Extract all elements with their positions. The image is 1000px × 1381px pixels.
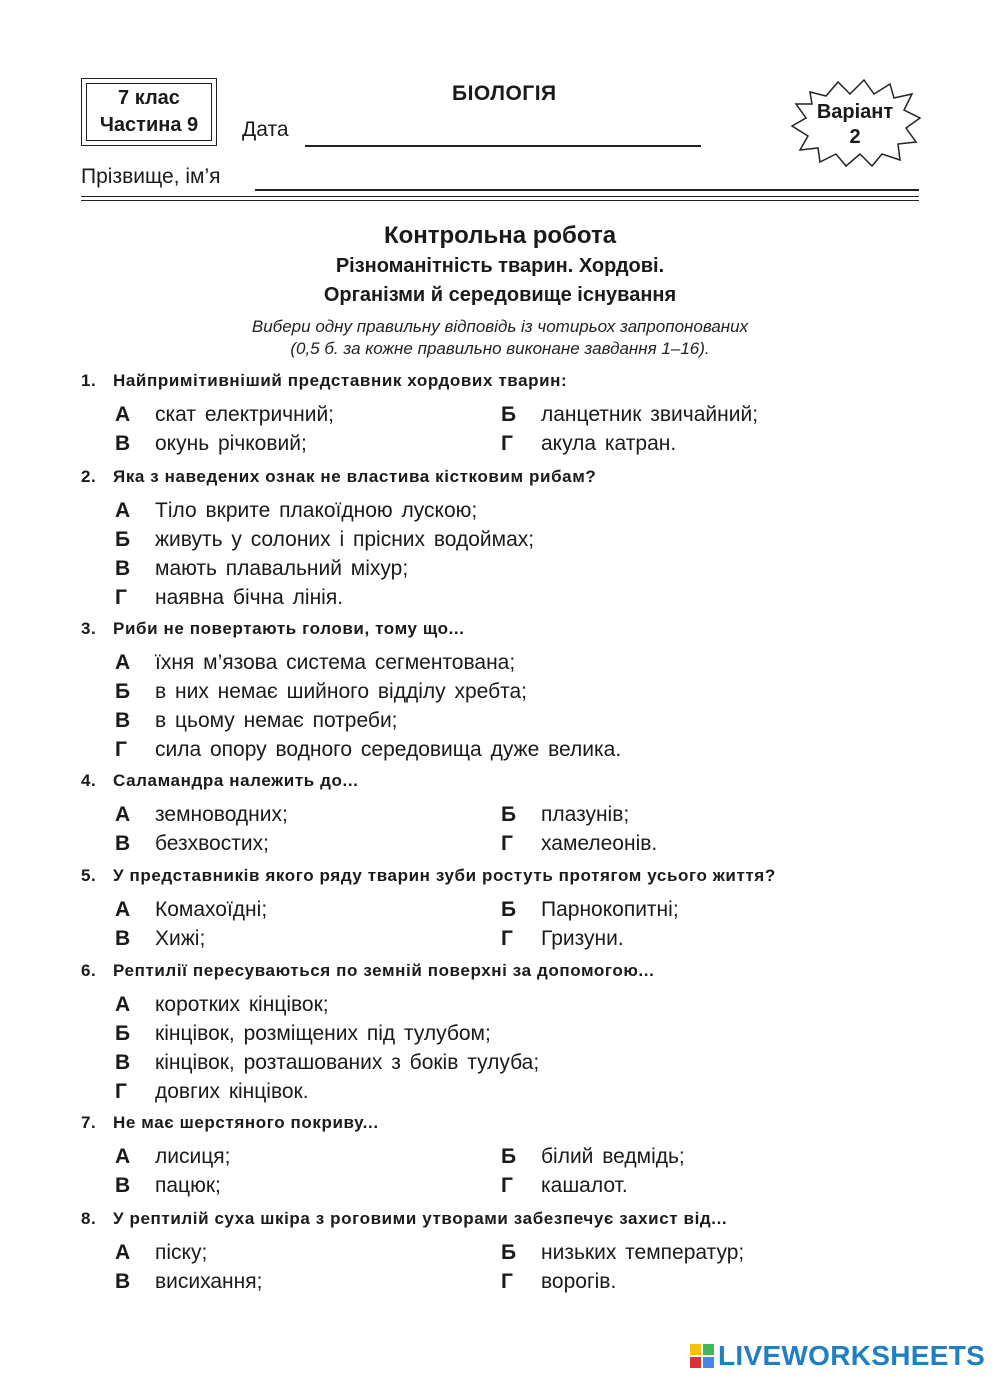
option-text: Гризуни.	[541, 927, 624, 950]
divider	[81, 196, 919, 197]
date-label: Дата	[242, 118, 289, 141]
answer-option[interactable]	[115, 400, 334, 429]
option-text: кінцівок, розташованих з боків тулуба;	[155, 1051, 540, 1074]
option-text: Комахоїдні;	[155, 898, 268, 921]
option-text: кашалот.	[541, 1174, 628, 1197]
variant-label: Варіант	[816, 101, 894, 123]
question-number: 2.	[81, 467, 97, 486]
option-text: хамелеонів.	[541, 832, 658, 855]
option-letter: Г	[115, 1080, 127, 1103]
question-prompt: У представників якого ряду тварин зуби ростуть протягом усього життя?	[113, 866, 776, 885]
question-1	[81, 370, 941, 455]
question-number: 4.	[81, 771, 97, 790]
option-text: мають плавальний міхур;	[155, 557, 409, 580]
question-prompt: Рептилії пересуваються по земній поверхні за допомогою...	[113, 961, 655, 980]
option-text: окунь річковий;	[155, 432, 307, 455]
option-text: акула катран.	[541, 432, 677, 455]
answer-option[interactable]	[501, 400, 758, 429]
question-prompt: У рептилій суха шкіра з роговими утворами забезпечує захист від...	[113, 1209, 728, 1228]
question-prompt: Яка з наведених ознак не властива кістковим рибам?	[113, 467, 597, 486]
question-text	[81, 618, 941, 648]
option-letter: Б	[501, 803, 517, 826]
question-prompt: Саламандра належить до...	[113, 771, 359, 790]
date-field[interactable]	[305, 145, 701, 147]
question-number: 7.	[81, 1113, 97, 1132]
option-letter: Б	[501, 1145, 517, 1168]
question-number: 5.	[81, 866, 97, 885]
option-text: в них немає шийного відділу хребта;	[155, 680, 528, 703]
class-grade: 7 клас	[118, 87, 180, 109]
question-number: 6.	[81, 961, 97, 980]
option-letter: А	[115, 499, 131, 522]
name-field[interactable]	[255, 189, 919, 191]
question-7	[81, 1112, 941, 1197]
name-label: Прізвище, ім’я	[81, 165, 221, 188]
logo-text: LIVEWORKSHEETS	[718, 1340, 986, 1371]
answer-option[interactable]	[501, 1142, 685, 1171]
answer-option[interactable]	[501, 1171, 628, 1200]
option-text: низьких температур;	[541, 1241, 745, 1264]
question-5	[81, 865, 941, 950]
question-4	[81, 770, 941, 855]
answer-option[interactable]	[115, 829, 269, 858]
question-text	[81, 370, 941, 400]
option-letter: Г	[115, 586, 127, 609]
option-text: ворогів.	[541, 1270, 617, 1293]
variant-text	[788, 100, 922, 150]
variant-number: 2	[849, 126, 861, 148]
option-text: коротких кінцівок;	[155, 993, 329, 1016]
option-letter: Г	[501, 1270, 513, 1293]
answer-option[interactable]	[501, 829, 657, 858]
question-number: 3.	[81, 619, 97, 638]
option-letter: В	[115, 927, 131, 950]
answer-option[interactable]	[115, 648, 515, 677]
answer-option[interactable]	[115, 1171, 221, 1200]
option-text: висихання;	[155, 1270, 263, 1293]
option-text: лисиця;	[155, 1145, 231, 1168]
option-text: наявна бічна лінія.	[155, 586, 344, 609]
option-letter: Б	[115, 528, 131, 551]
instruction: (0,5 б. за кожне правильно виконане завдання 1–16).	[290, 339, 710, 358]
option-text: плазунів;	[541, 803, 630, 826]
answer-option[interactable]	[115, 1267, 262, 1296]
answer-option[interactable]	[115, 525, 534, 554]
option-letter: Г	[501, 832, 513, 855]
question-prompt: Риби не повертають голови, тому що...	[113, 619, 465, 638]
answer-option[interactable]	[115, 1142, 230, 1171]
question-6	[81, 960, 941, 1103]
option-letter: Б	[115, 680, 131, 703]
option-letter: Б	[501, 898, 517, 921]
question-8	[81, 1208, 941, 1293]
answer-option[interactable]	[115, 895, 267, 924]
test-subtitle: Організми й середовище існування	[323, 284, 677, 306]
option-text: ланцетник звичайний;	[541, 403, 759, 426]
option-letter: Г	[501, 432, 513, 455]
option-text: білий ведмідь;	[541, 1145, 685, 1168]
logo-icon	[690, 1344, 714, 1368]
option-letter: Б	[501, 1241, 517, 1264]
option-letter: В	[115, 1051, 131, 1074]
option-letter: А	[115, 403, 131, 426]
option-letter: Г	[501, 927, 513, 950]
answer-option[interactable]	[115, 800, 288, 829]
option-letter: В	[115, 1174, 131, 1197]
answer-option[interactable]	[115, 554, 408, 583]
answer-option[interactable]	[501, 924, 624, 953]
option-letter: Б	[115, 1022, 131, 1045]
question-3	[81, 618, 941, 761]
option-text: Хижі;	[155, 927, 206, 950]
answer-option[interactable]	[115, 706, 398, 735]
class-part: Частина 9	[99, 114, 199, 136]
divider	[81, 200, 919, 201]
answer-option[interactable]	[115, 1077, 309, 1106]
instruction: Вибери одну правильну відповідь із чотирьох запропонованих	[251, 317, 749, 336]
answer-option[interactable]	[501, 895, 679, 924]
test-title: Контрольна робота	[383, 222, 617, 249]
question-2	[81, 466, 941, 609]
answer-option[interactable]	[115, 1048, 539, 1077]
option-text: безхвостих;	[155, 832, 269, 855]
question-text	[81, 1208, 941, 1238]
option-letter: А	[115, 1145, 131, 1168]
answer-option[interactable]	[115, 1019, 491, 1048]
question-text	[81, 466, 941, 496]
option-letter: В	[115, 557, 131, 580]
option-letter: В	[115, 432, 131, 455]
option-letter: А	[115, 803, 131, 826]
option-text: скат електричний;	[155, 403, 335, 426]
option-letter: Б	[501, 403, 517, 426]
option-letter: А	[115, 651, 131, 674]
question-prompt: Найпримітивніший представник хордових тварин:	[113, 371, 568, 390]
option-text: довгих кінцівок.	[155, 1080, 309, 1103]
answer-option[interactable]	[115, 990, 329, 1019]
option-text: піску;	[155, 1241, 208, 1264]
answer-option[interactable]	[115, 429, 307, 458]
answer-option[interactable]	[115, 924, 205, 953]
answer-option[interactable]	[501, 800, 629, 829]
answer-option[interactable]	[501, 429, 676, 458]
answer-option[interactable]	[115, 496, 477, 525]
test-subtitle: Різноманітність тварин. Хордові.	[335, 255, 665, 277]
option-letter: В	[115, 1270, 131, 1293]
option-text: живуть у солоних і прісних водоймах;	[155, 528, 535, 551]
question-text	[81, 1112, 941, 1142]
subject-title: БІОЛОГІЯ	[452, 82, 557, 105]
question-text	[81, 960, 941, 990]
option-letter: А	[115, 1241, 131, 1264]
class-box	[81, 78, 217, 146]
option-text: пацюк;	[155, 1174, 221, 1197]
question-number: 8.	[81, 1209, 97, 1228]
option-letter: А	[115, 898, 131, 921]
option-text: їхня м’язова система сегментована;	[155, 651, 516, 674]
option-text: кінцівок, розміщених під тулубом;	[155, 1022, 491, 1045]
option-letter: Г	[501, 1174, 513, 1197]
answer-option[interactable]	[115, 735, 621, 764]
liveworksheets-logo	[690, 1340, 985, 1372]
option-text: земноводних;	[155, 803, 288, 826]
question-prompt: Не має шерстяного покриву...	[113, 1113, 379, 1132]
answer-option[interactable]	[501, 1238, 744, 1267]
answer-option[interactable]	[501, 1267, 616, 1296]
question-number: 1.	[81, 371, 97, 390]
option-letter: В	[115, 709, 131, 732]
answer-option[interactable]	[115, 1238, 207, 1267]
option-text: Тіло вкрите плакоїдною лускою;	[155, 499, 478, 522]
answer-option[interactable]	[115, 677, 527, 706]
option-letter: Г	[115, 738, 127, 761]
variant-badge	[788, 78, 922, 168]
option-text: сила опору водного середовища дуже велика.	[155, 738, 622, 761]
option-letter: В	[115, 832, 131, 855]
option-text: Парнокопитні;	[541, 898, 679, 921]
option-text: в цьому немає потреби;	[155, 709, 398, 732]
option-letter: А	[115, 993, 131, 1016]
question-text	[81, 865, 941, 895]
answer-option[interactable]	[115, 583, 343, 612]
question-text	[81, 770, 941, 800]
